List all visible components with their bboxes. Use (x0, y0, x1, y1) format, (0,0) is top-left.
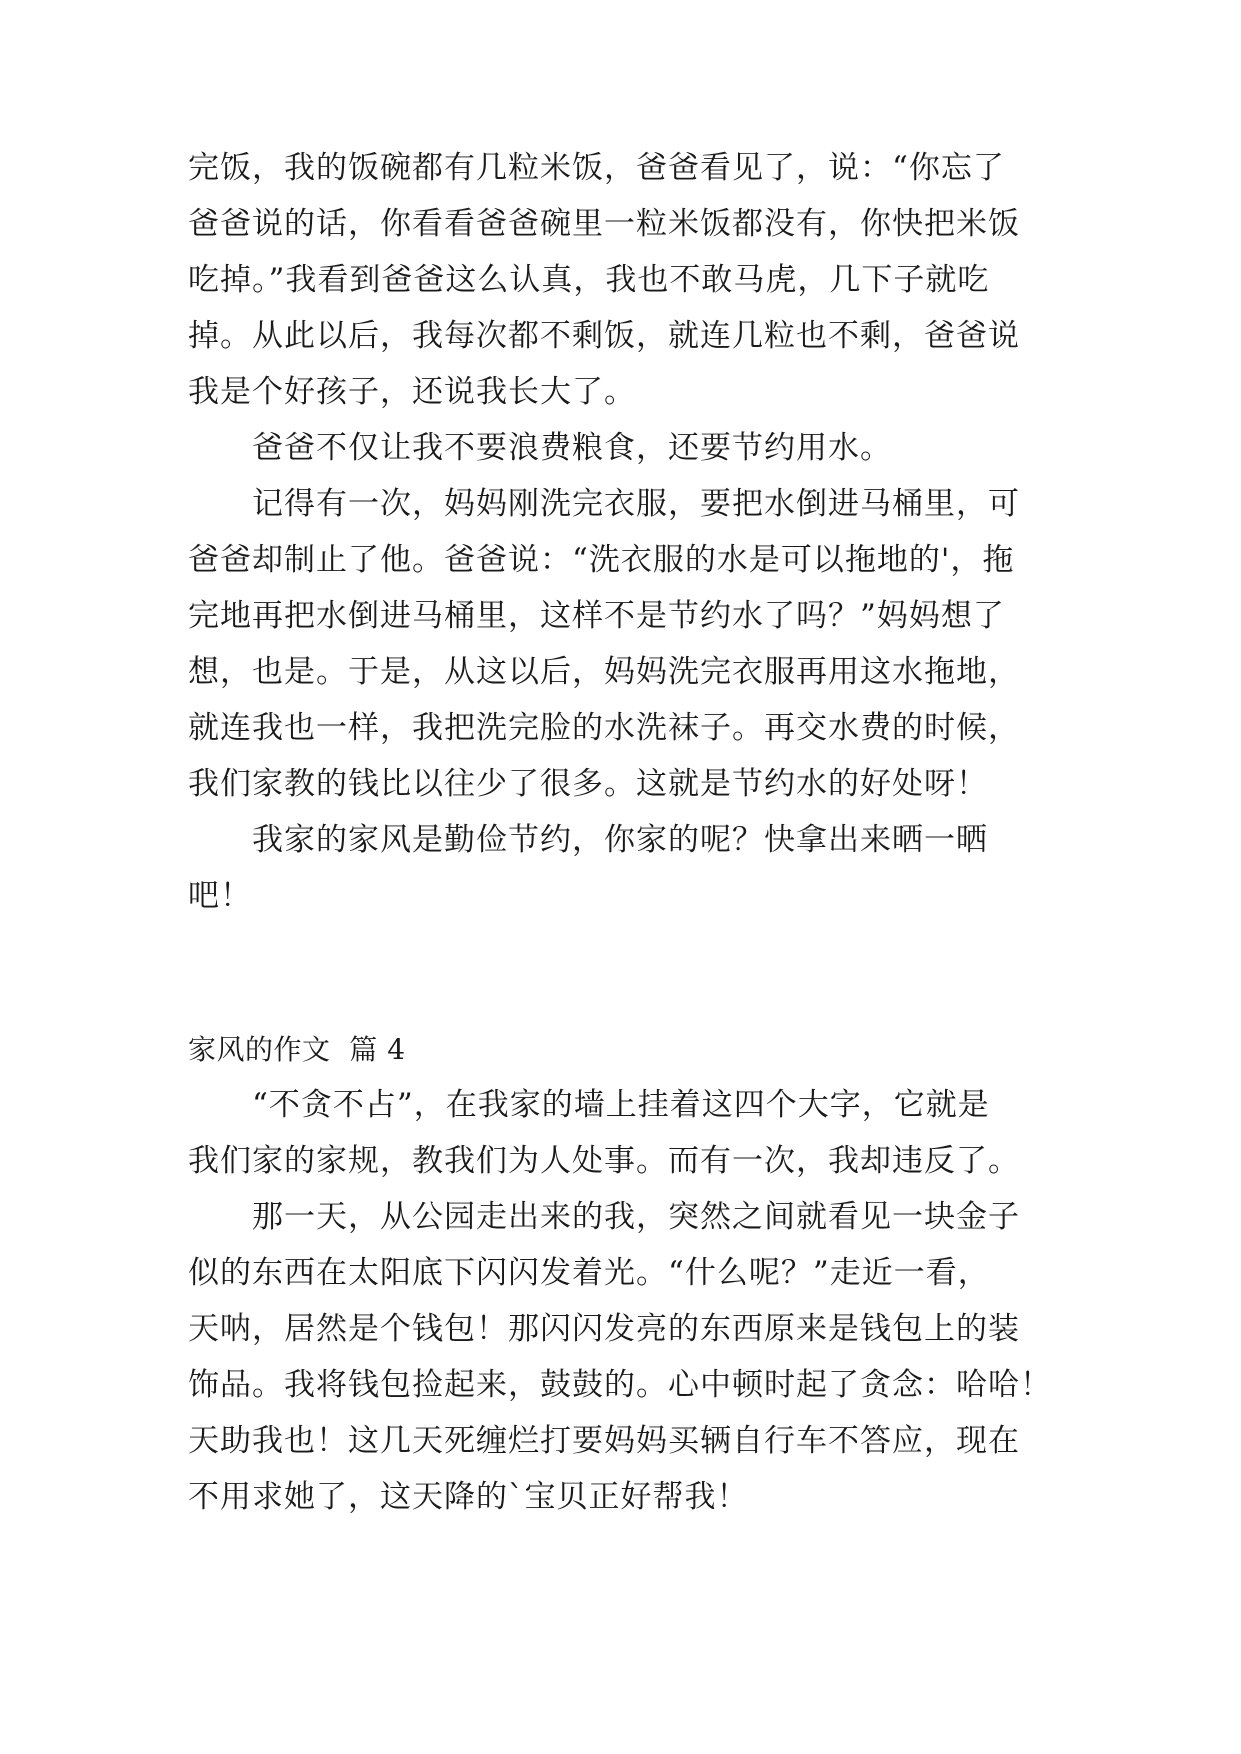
text-line: 吧！ (188, 878, 252, 914)
text-line: 天呐，居然是个钱包！那闪闪发亮的东西原来是钱包上的装 (188, 1311, 1020, 1347)
text-line: 爸爸说的话，你看看爸爸碗里一粒米饭都没有，你快把米饭 (188, 206, 1020, 242)
text-line: 想，也是。于是，从这以后，妈妈洗完衣服再用这水拖地， (188, 654, 1020, 690)
text-line: 我是个好孩子，还说我长大了。 (188, 374, 636, 410)
paragraph-start-line: “不贪不占”，在我家的墙上挂着这四个大字，它就是 (252, 1087, 990, 1123)
text-line: 我们家教的钱比以往少了很多。这就是节约水的好处呀！ (188, 766, 988, 802)
text-line: 我们家的家规，教我们为人处事。而有一次，我却违反了。 (188, 1143, 1020, 1179)
paragraph-start-line: 爸爸不仅让我不要浪费粮食，还要节约用水。 (252, 430, 892, 466)
paragraph-start-line: 我家的家风是勤俭节约，你家的呢？快拿出来晒一晒 (252, 822, 988, 858)
text-line: 饰品。我将钱包捡起来，鼓鼓的。心中顿时起了贪念：哈哈！ (188, 1367, 1052, 1403)
section-title: 家风的作文 篇 4 (188, 1033, 406, 1066)
text-line: 就连我也一样，我把洗完脸的水洗袜子。再交水费的时候， (188, 710, 1020, 746)
text-line: 掉。从此以后，我每次都不剩饭，就连几粒也不剩，爸爸说 (188, 318, 1020, 354)
text-line: 爸爸却制止了他。爸爸说：“洗衣服的水是可以拖地的'，拖 (188, 542, 1015, 578)
text-line: 完地再把水倒进马桶里，这样不是节约水了吗？”妈妈想了 (188, 598, 1005, 634)
text-line: 似的东西在太阳底下闪闪发着光。“什么呢？”走近一看， (188, 1255, 990, 1291)
text-line: 天助我也！这几天死缠烂打要妈妈买辆自行车不答应，现在 (188, 1423, 1020, 1459)
paragraph-start-line: 记得有一次，妈妈刚洗完衣服，要把水倒进马桶里，可 (252, 486, 1020, 522)
text-line: 完饭，我的饭碗都有几粒米饭，爸爸看见了，说：“你忘了 (188, 150, 1005, 186)
text-line: 吃掉。”我看到爸爸这么认真，我也不敢马虎，几下子就吃 (188, 262, 990, 298)
paragraph-start-line: 那一天，从公园走出来的我，突然之间就看见一块金子 (252, 1199, 1020, 1235)
text-line: 不用求她了，这天降的`宝贝正好帮我！ (188, 1479, 749, 1515)
